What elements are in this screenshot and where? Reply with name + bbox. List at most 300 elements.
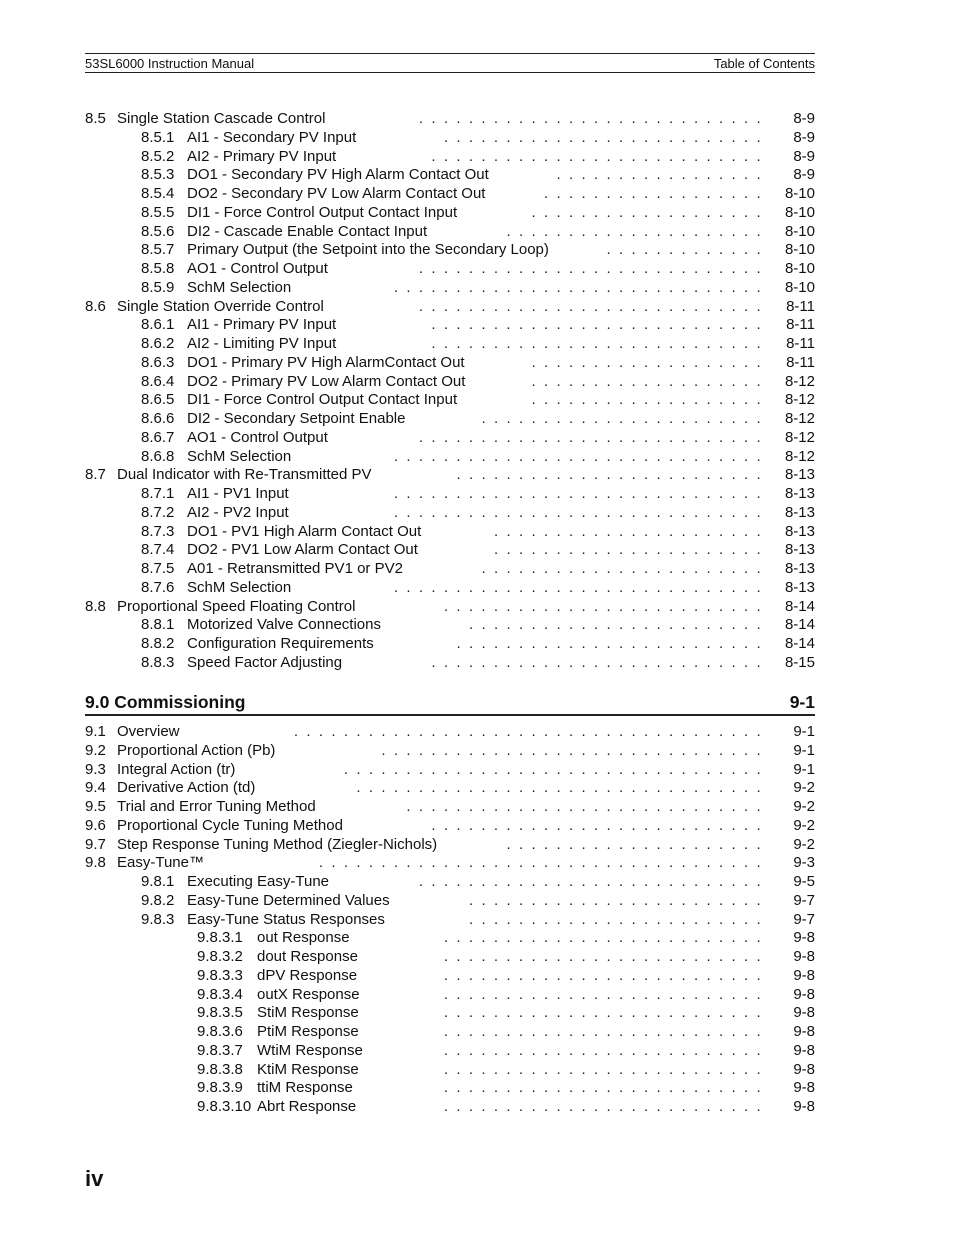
toc-entry[interactable]: [85, 1004, 815, 1023]
toc-entry-title: SchM Selection: [187, 578, 292, 596]
toc-entry[interactable]: [85, 185, 815, 204]
toc-entry-number: 9.1: [85, 723, 106, 740]
toc-entry-number: 9.2: [85, 741, 106, 759]
toc-entry-page: 8-13: [781, 523, 815, 542]
dot-leader: . . . . . . . . . . . . . . . . . . . . . . . . . .: [443, 1041, 769, 1059]
toc-entry-page: 8-11: [782, 354, 815, 373]
toc-entry-title: Overview: [117, 723, 180, 740]
dot-leader: . . . . . . . . . . . . . . . . . . . . . . . . . .: [443, 1079, 769, 1097]
toc-entry-title: AI1 - Primary PV Input: [187, 316, 337, 334]
toc-entry-title: Integral Action (tr): [117, 760, 236, 778]
toc-entry-lead: [141, 579, 291, 598]
dot-leader: . . . . . . . . . . . . . . . . . . . . . . . . . . . .: [418, 297, 769, 315]
toc-entry-title: Easy-Tune™: [117, 854, 204, 872]
toc-entry-title: Proportional Cycle Tuning Method: [117, 816, 343, 834]
toc-entry[interactable]: [85, 279, 815, 298]
section-title: Table of Contents: [713, 56, 815, 71]
toc-entry-page: 8-9: [789, 129, 815, 148]
toc-entry-number: 9.8.3.8: [197, 1060, 243, 1078]
toc-entry-title: AO1 - Control Output: [187, 260, 328, 277]
toc-entry-page: 9-1: [789, 761, 815, 780]
toc-entry-number: 8.6: [85, 297, 106, 315]
toc-entry-page: 8-13: [781, 485, 815, 504]
dot-leader: . . . . . . . . . . . . . . . . . . . . . . . . . . .: [431, 653, 769, 671]
running-header: [85, 53, 815, 73]
toc-entry-lead: [197, 967, 357, 986]
toc-entry-title: Easy-Tune Status Responses: [187, 910, 385, 928]
toc-entry-page: 9-8: [789, 1079, 815, 1098]
toc-entry-lead: [141, 654, 342, 673]
toc-entry[interactable]: [85, 354, 815, 373]
toc-entry-title: Trial and Error Tuning Method: [117, 798, 316, 815]
toc-entry-title: Motorized Valve Connections: [187, 616, 381, 634]
dot-leader: . . . . . . . . . . . . . . . . . . . . . . . . . . . . . .: [393, 278, 769, 296]
toc-entry-lead: [85, 798, 316, 817]
toc-entry-number: 9.4: [85, 779, 106, 797]
toc-entry[interactable]: [85, 911, 815, 930]
toc-entry-lead: [141, 223, 427, 242]
toc-entry-number: 8.8.3: [141, 653, 175, 671]
toc-entry-number: 8.8.1: [141, 616, 175, 634]
dot-leader: . . . . . . . . . . . . . . . . . . . . . . . . . .: [443, 1023, 769, 1040]
toc-entry-page: 9-8: [789, 1098, 815, 1117]
toc-entry-page: 8-10: [781, 241, 815, 260]
toc-entry-page: 8-10: [781, 185, 815, 204]
toc-entry-title: AO1 - Control Output: [187, 428, 328, 446]
toc-entry-lead: [141, 354, 465, 373]
toc-entry-title: DO2 - Secondary PV Low Alarm Contact Out: [187, 185, 486, 202]
toc-entry[interactable]: [85, 148, 815, 167]
toc-entry-page: 8-14: [781, 598, 815, 617]
toc-entry-page: 9-8: [789, 1061, 815, 1080]
toc-entry-page: 8-11: [782, 316, 815, 335]
dot-leader: . . . . . . . . . . . . . . . . . . . . . . . . . . . . .: [406, 798, 769, 815]
toc-entry-title: SchM Selection: [187, 447, 292, 465]
toc-entry-page: 8-10: [781, 204, 815, 223]
toc-entry-number: 9.3: [85, 760, 106, 778]
toc-entry-page: 9-8: [789, 1042, 815, 1061]
toc-entry-lead: [85, 761, 235, 780]
toc-entry-number: 8.6.5: [141, 391, 175, 409]
toc-entry-lead: [85, 817, 343, 836]
toc-entry-number: 8.5.1: [141, 128, 175, 146]
toc-entry-number: 8.7.5: [141, 560, 175, 577]
toc-entry[interactable]: [85, 204, 815, 223]
toc-entry[interactable]: [85, 1098, 815, 1117]
dot-leader: . . . . . . . . . . . . . . . . . . . . . . . . . . . . . . . . . . . . . .: [293, 723, 769, 740]
toc-entry-page: 9-8: [789, 967, 815, 986]
toc-entry-title: Speed Factor Adjusting: [187, 653, 343, 671]
dot-leader: . . . . . . . . . . . . . . . . . . . . . . . . . . .: [431, 816, 769, 834]
page-number: iv: [85, 1166, 104, 1191]
dot-leader: . . . . . . . . . . . . . . . . . . . . . . . . . .: [443, 1060, 769, 1078]
toc-entry-title: AI2 - PV2 Input: [187, 503, 289, 521]
toc-entry-number: 9.8.3.1: [197, 929, 243, 947]
toc-entry[interactable]: [85, 241, 815, 260]
toc-entry-title: ttiM Response: [257, 1079, 353, 1097]
dot-leader: . . . . . . . . . . . . . . . . . . . . . . . . . . . . . .: [393, 447, 769, 465]
toc-entry-number: 9.8.2: [141, 891, 175, 909]
toc-entry-lead: [141, 410, 405, 429]
dot-leader: . . . . . . . . . . . . . . . . . . . . . . . . . .: [443, 948, 769, 965]
toc-entry-lead: [197, 948, 358, 967]
toc-entry[interactable]: [85, 654, 815, 673]
toc-entry[interactable]: [85, 817, 815, 836]
toc-entry-page: 8-15: [781, 654, 815, 673]
toc-entry-lead: [197, 1098, 356, 1117]
toc-entry-page: 8-11: [782, 335, 815, 354]
toc-entry-page: 9-7: [789, 892, 815, 911]
toc-entry-title: Proportional Speed Floating Control: [117, 597, 356, 615]
toc-entry[interactable]: [85, 410, 815, 429]
toc-entry[interactable]: [85, 466, 815, 485]
toc-entry-title: SchM Selection: [187, 278, 292, 296]
toc-entry-title: Primary Output (the Setpoint into the Secondary Loop): [187, 241, 549, 259]
toc-entry-page: 8-12: [781, 391, 815, 410]
toc-entry-lead: [85, 298, 324, 317]
dot-leader: . . . . . . . . . . . . . . . . . . .: [531, 391, 769, 409]
toc-entry[interactable]: [85, 635, 815, 654]
toc-entry-title: Step Response Tuning Method (Ziegler-Nichols): [117, 835, 438, 853]
toc-entry-page: 8-9: [789, 110, 815, 129]
toc-entry-number: 9.8.3.6: [197, 1023, 243, 1040]
toc-entry-number: 8.5: [85, 110, 106, 127]
toc-entry-title: DO2 - Primary PV Low Alarm Contact Out: [187, 372, 466, 390]
toc-entry-lead: [197, 1079, 353, 1098]
toc-entry-number: 8.5.3: [141, 166, 175, 184]
toc-entry[interactable]: [85, 129, 815, 148]
toc-entry-number: 8.6.4: [141, 372, 175, 390]
toc-entry-number: 8.5.4: [141, 185, 175, 202]
toc-entry[interactable]: [85, 110, 815, 129]
dot-leader: . . . . . . . . . . . . . . . . . . . . . . . .: [468, 910, 769, 928]
toc-entry-lead: [141, 316, 336, 335]
toc-entry-page: 8-14: [781, 616, 815, 635]
toc-entry[interactable]: [85, 579, 815, 598]
dot-leader: . . . . . . . . . . . . . . . . . . . . . . . . . .: [443, 1098, 769, 1115]
toc-entry[interactable]: [85, 779, 815, 798]
toc-entry-lead: [141, 485, 289, 504]
dot-leader: . . . . . . . . . . . . . . . . . . . . . . . . . .: [443, 1004, 769, 1022]
toc-entry-title: Easy-Tune Determined Values: [187, 891, 390, 909]
toc-entry-lead: [141, 873, 329, 892]
toc-entry[interactable]: [85, 1042, 815, 1061]
toc-entry[interactable]: [85, 335, 815, 354]
toc-entry-lead: [141, 429, 328, 448]
toc-entry-number: 8.7.4: [141, 541, 175, 559]
toc-entry-number: 8.7: [85, 466, 106, 484]
toc-entry-page: 8-9: [789, 148, 815, 167]
toc-entry-number: 8.5.2: [141, 147, 175, 165]
toc-entry-number: 9.8.3.5: [197, 1004, 243, 1022]
dot-leader: . . . . . . . . . . . . . . . . . . . . .: [506, 222, 769, 240]
dot-leader: . . . . . . . . . . . . . . . . . . . . . .: [493, 541, 769, 559]
toc-entry-number: 9.8.3: [141, 910, 175, 928]
toc-entry-page: 9-3: [789, 854, 815, 873]
toc-entry-lead: [141, 185, 485, 204]
toc-entry[interactable]: [85, 986, 815, 1005]
toc-entry-title: AI1 - Secondary PV Input: [187, 128, 357, 146]
toc-entry-title: StiM Response: [257, 1004, 359, 1022]
dot-leader: . . . . . . . . . . . . . . . . . . . . . . . . .: [456, 466, 769, 484]
dot-leader: . . . . . . . . . . . . . . . . . . . . . . .: [481, 560, 769, 577]
toc-entry-page: 9-2: [789, 779, 815, 798]
toc-entry-number: 9.6: [85, 816, 106, 834]
toc-entry-page: 9-2: [789, 817, 815, 836]
dot-leader: . . . . . . . . . . . . . . . . . . . . . . . . . . . .: [418, 428, 769, 446]
toc-entry-number: 8.5.7: [141, 241, 175, 259]
toc-entry[interactable]: [85, 260, 815, 279]
dot-leader: . . . . . . . . . . . . . . . . . . . . . . . . . . .: [431, 316, 769, 334]
toc-entry-title: DI1 - Force Control Output Contact Input: [187, 391, 458, 409]
toc-entry[interactable]: [85, 742, 815, 761]
dot-leader: . . . . . . . . . . . . . . . . . . . . . . . . . .: [443, 597, 769, 615]
dot-leader: . . . . . . . . . . . . . . . . . . . . . . . . . . .: [431, 335, 769, 352]
toc-entry-title: DO1 - Secondary PV High Alarm Contact Out: [187, 166, 489, 184]
dot-leader: . . . . . . . . . . . . . . . . . . . . . . . . . . . .: [418, 873, 769, 890]
toc-entry[interactable]: [85, 504, 815, 523]
toc-entry-page: 8-10: [781, 279, 815, 298]
toc-entry[interactable]: [85, 761, 815, 780]
toc-entry-lead: [85, 466, 372, 485]
toc-entry-lead: [141, 560, 403, 579]
toc-entry[interactable]: [85, 523, 815, 542]
dot-leader: . . . . . . . . . . . . . . . . . . . . . . . . . .: [443, 966, 769, 984]
toc-entry[interactable]: [85, 391, 815, 410]
toc-entry-lead: [141, 892, 390, 911]
toc-entry-lead: [141, 129, 356, 148]
toc-entry[interactable]: [85, 836, 815, 855]
toc-entry-lead: [85, 598, 355, 617]
toc-entry-title: DI2 - Secondary Setpoint Enable: [187, 410, 406, 427]
toc-entry-lead: [141, 504, 289, 523]
toc-entry-number: 8.8.2: [141, 635, 175, 652]
toc-entry-number: 9.8.3.10: [197, 1098, 252, 1115]
dot-leader: . . . . . . . . . . . . . . . . . . . . . . . . . .: [443, 929, 769, 947]
toc-entry-page: 9-5: [789, 873, 815, 892]
dot-leader: . . . . . . . . . . . . . . . . . . . . . . . . . . . . . . . . .: [356, 779, 769, 797]
toc-entry-page: 8-13: [781, 541, 815, 560]
toc-entry-page: 9-8: [789, 929, 815, 948]
toc-entry-page: 8-11: [782, 298, 815, 317]
toc-entry-number: 8.8: [85, 597, 106, 615]
toc-entry[interactable]: [85, 873, 815, 892]
dot-leader: . . . . . . . . . . . . . . . . . . . . . . . .: [468, 616, 769, 634]
toc-entry-number: 8.6.3: [141, 353, 175, 371]
dot-leader: . . . . . . . . . . . . . . . . . . .: [531, 372, 769, 390]
toc-entry[interactable]: [85, 166, 815, 185]
dot-leader: . . . . . . . . . . . . . . . . .: [556, 166, 769, 184]
toc-entry-number: 8.6.7: [141, 428, 175, 446]
dot-leader: . . . . . . . . . . . . .: [606, 241, 769, 259]
toc-entry[interactable]: [85, 948, 815, 967]
toc-entry-page: 9-7: [789, 911, 815, 930]
toc-entry-title: DI1 - Force Control Output Contact Input: [187, 203, 458, 221]
toc-entry-page: 9-2: [789, 798, 815, 817]
dot-leader: . . . . . . . . . . . . . . . . . .: [543, 185, 769, 202]
toc-entry-page: 8-10: [781, 260, 815, 279]
dot-leader: . . . . . . . . . . . . . . . . . . . . . . . . .: [456, 635, 769, 652]
toc-entry-title: A01 - Retransmitted PV1 or PV2: [187, 560, 403, 577]
toc-list-part2: [85, 723, 815, 1117]
toc-entry-lead: [141, 911, 385, 930]
toc-entry[interactable]: [85, 316, 815, 335]
toc-entry-title: out Response: [257, 929, 350, 947]
toc-entry-page: 9-1: [789, 742, 815, 761]
dot-leader: . . . . . . . . . . . . . . . . . . . . .: [506, 835, 769, 853]
toc-entry-title: Dual Indicator with Re-Transmitted PV: [117, 466, 372, 484]
toc-entry-lead: [197, 929, 350, 948]
toc-entry-page: 8-9: [789, 166, 815, 185]
dot-leader: . . . . . . . . . . . . . . . . . . . . . . . . . . . . . . . . . .: [343, 760, 769, 778]
toc-entry-number: 8.6.6: [141, 410, 175, 427]
dot-leader: . . . . . . . . . . . . . . . . . . . . . . . . . . . .: [418, 260, 769, 277]
toc-entry-page: 8-10: [781, 223, 815, 242]
toc-entry-number: 8.7.3: [141, 522, 175, 540]
toc-entry-number: 8.5.5: [141, 203, 175, 221]
toc-entry[interactable]: [85, 223, 815, 242]
dot-leader: . . . . . . . . . . . . . . . . . . . . . . . . . . . . . . .: [381, 741, 769, 759]
toc-entry-title: AI2 - Primary PV Input: [187, 147, 337, 165]
chapter-title: 9.0 Commissioning: [85, 692, 246, 712]
dot-leader: . . . . . . . . . . . . . . . . . . . . . . . . . . . .: [418, 110, 769, 127]
toc-entry-number: 8.7.1: [141, 485, 175, 502]
toc-entry-page: 8-13: [781, 560, 815, 579]
toc-entry-title: AI2 - Limiting PV Input: [187, 335, 337, 352]
toc-entry[interactable]: [85, 854, 815, 873]
toc-entry-title: Single Station Cascade Control: [117, 110, 326, 127]
toc-entry-number: 9.8.3.7: [197, 1041, 243, 1059]
toc-entry-lead: [197, 986, 360, 1005]
toc-entry-number: 8.5.8: [141, 260, 175, 277]
toc-entry-lead: [197, 1004, 359, 1023]
toc-entry-page: 9-2: [789, 836, 815, 855]
toc-entry-number: 9.5: [85, 798, 106, 815]
toc-entry-number: 9.8.3.2: [197, 948, 243, 965]
toc-entry[interactable]: [85, 929, 815, 948]
toc-entry-page: 9-8: [789, 1023, 815, 1042]
toc-entry-number: 8.5.9: [141, 278, 175, 296]
chapter-page: 9-1: [789, 692, 815, 712]
toc-entry-lead: [141, 335, 336, 354]
toc-entry-page: 8-13: [781, 466, 815, 485]
toc-entry[interactable]: [85, 541, 815, 560]
toc-entry-page: 8-14: [781, 635, 815, 654]
toc-entry-lead: [141, 204, 457, 223]
toc-entry-title: WtiM Response: [257, 1041, 363, 1059]
toc-entry-title: outX Response: [257, 985, 360, 1003]
toc-entry-lead: [141, 523, 421, 542]
dot-leader: . . . . . . . . . . . . . . . . . . . . . . . . . .: [443, 985, 769, 1003]
toc-entry-page: 9-8: [789, 948, 815, 967]
toc-entry-number: 9.8.3.4: [197, 985, 243, 1003]
toc-entry-number: 9.8.3.3: [197, 966, 243, 984]
dot-leader: . . . . . . . . . . . . . . . . . . .: [531, 203, 769, 221]
toc-entry-lead: [141, 279, 291, 298]
dot-leader: . . . . . . . . . . . . . . . . . . . . . .: [493, 522, 769, 540]
toc-entry-title: KtiM Response: [257, 1060, 359, 1078]
toc-entry-title: Derivative Action (td): [117, 779, 256, 797]
toc-entry-lead: [141, 616, 381, 635]
dot-leader: . . . . . . . . . . . . . . . . . . . . . . . . . . .: [431, 147, 769, 165]
toc-entry[interactable]: [85, 560, 815, 579]
toc-entry-lead: [141, 391, 457, 410]
toc-entry-number: 9.8.1: [141, 873, 175, 890]
toc-entry-lead: [141, 373, 465, 392]
toc-entry[interactable]: [85, 1079, 815, 1098]
toc-entry-title: PtiM Response: [257, 1023, 359, 1040]
toc-entry-number: 8.6.1: [141, 316, 175, 334]
toc-entry-title: dPV Response: [257, 966, 358, 984]
toc-entry-lead: [85, 836, 437, 855]
toc-entry[interactable]: [85, 1061, 815, 1080]
toc-entry-title: DO2 - PV1 Low Alarm Contact Out: [187, 541, 418, 559]
toc-entry-number: 9.7: [85, 835, 106, 853]
toc-entry[interactable]: [85, 598, 815, 617]
toc-entry-page: 8-12: [781, 373, 815, 392]
toc-entry[interactable]: [85, 298, 815, 317]
toc-entry-number: 8.6.8: [141, 447, 175, 465]
toc-entry-title: Abrt Response: [257, 1098, 357, 1115]
toc-list-part1: [85, 110, 815, 673]
dot-leader: . . . . . . . . . . . . . . . . . . .: [531, 353, 769, 371]
dot-leader: . . . . . . . . . . . . . . . . . . . . . . .: [481, 410, 769, 427]
toc-entry-number: 8.7.6: [141, 578, 175, 596]
toc-entry[interactable]: [85, 892, 815, 911]
dot-leader: . . . . . . . . . . . . . . . . . . . . . . . .: [468, 891, 769, 909]
toc-entry-lead: [85, 742, 275, 761]
toc-entry-lead: [141, 260, 328, 279]
toc-entry-lead: [141, 166, 489, 185]
toc-entry-number: 8.6.2: [141, 335, 175, 352]
toc-entry-title: Configuration Requirements: [187, 635, 374, 652]
toc-entry-lead: [141, 448, 291, 467]
toc-entry[interactable]: [85, 429, 815, 448]
toc-entry-number: 9.8.3.9: [197, 1079, 243, 1097]
toc-entry-lead: [85, 110, 325, 129]
toc-entry[interactable]: [85, 373, 815, 392]
toc-entry[interactable]: [85, 723, 815, 742]
toc-entry[interactable]: [85, 485, 815, 504]
toc-entry-page: 8-13: [781, 504, 815, 523]
dot-leader: . . . . . . . . . . . . . . . . . . . . . . . . . .: [443, 128, 769, 146]
toc-entry-page: 9-8: [789, 1004, 815, 1023]
toc-entry-title: Executing Easy-Tune: [187, 873, 330, 890]
toc-entry-lead: [85, 779, 255, 798]
dot-leader: . . . . . . . . . . . . . . . . . . . . . . . . . . . . . .: [393, 485, 769, 502]
toc-entry-lead: [85, 723, 180, 742]
toc-entry-title: DI2 - Cascade Enable Contact Input: [187, 222, 428, 240]
toc-entry-lead: [141, 541, 418, 560]
toc-entry[interactable]: [85, 1023, 815, 1042]
toc-entry-lead: [141, 148, 336, 167]
toc-entry[interactable]: [85, 448, 815, 467]
toc-entry-lead: [141, 635, 374, 654]
toc-entry-lead: [197, 1023, 359, 1042]
toc-entry[interactable]: [85, 798, 815, 817]
toc-entry-lead: [197, 1061, 359, 1080]
toc-entry-number: 9.8: [85, 854, 106, 872]
toc-entry[interactable]: [85, 967, 815, 986]
toc-entry[interactable]: [85, 616, 815, 635]
toc-entry-title: DO1 - PV1 High Alarm Contact Out: [187, 522, 422, 540]
toc-entry-page: 8-12: [781, 429, 815, 448]
dot-leader: . . . . . . . . . . . . . . . . . . . . . . . . . . . . . .: [393, 578, 769, 596]
toc-entry-title: Proportional Action (Pb): [117, 741, 276, 759]
toc-entry-lead: [85, 854, 204, 873]
chapter-heading[interactable]: [85, 690, 815, 716]
toc-entry-lead: [197, 1042, 363, 1061]
